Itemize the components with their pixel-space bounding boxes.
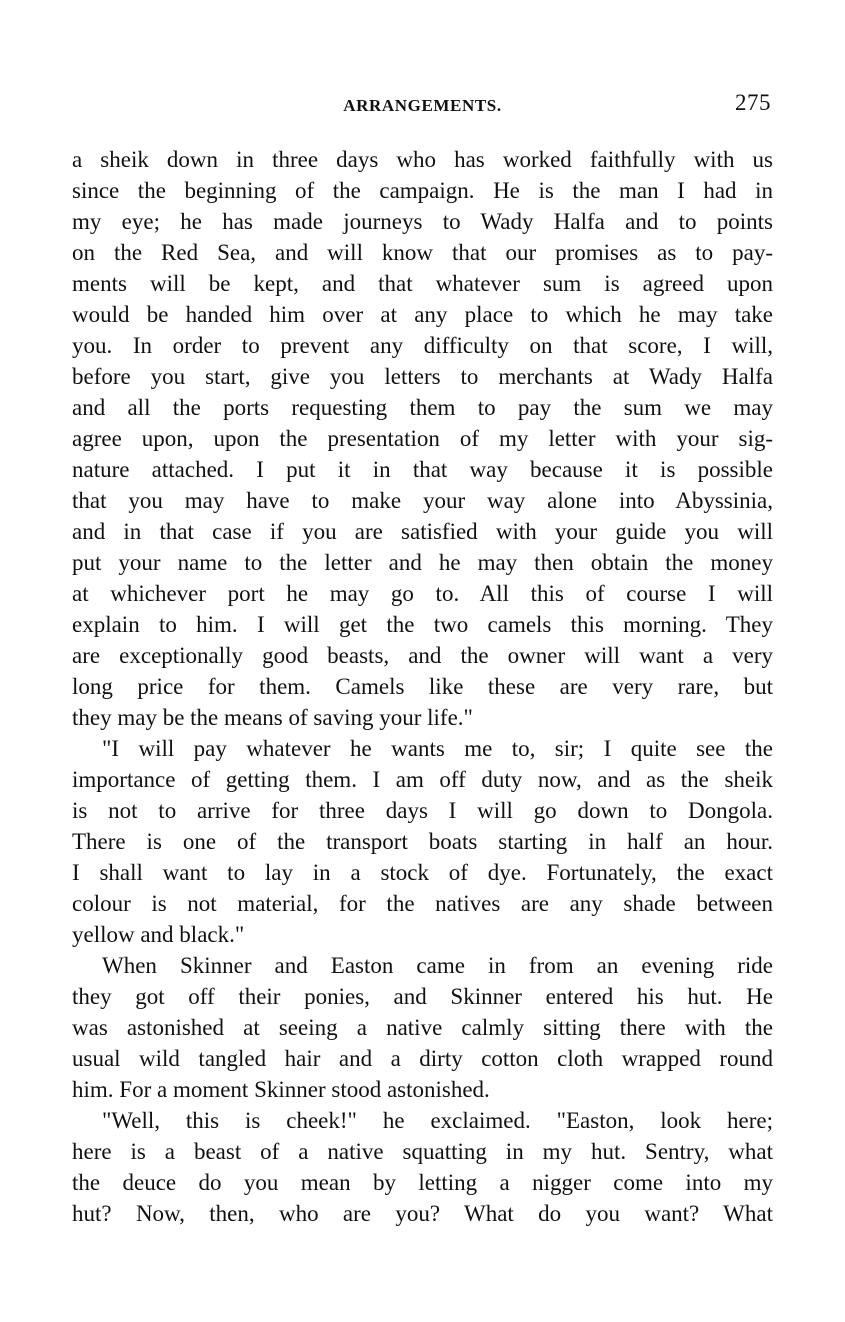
text-line: before you start, give you letters to merchants at Wady Halfa [72, 364, 773, 389]
text-line: the deuce do you mean by letting a nigger come into my [72, 1170, 773, 1195]
running-title: ARRANGEMENTS. [343, 96, 502, 115]
text-line: "Well, this is cheek!" he exclaimed. "Easton, look here; [102, 1108, 773, 1133]
text-line: my eye; he has made journeys to Wady Halfa and to points [72, 209, 773, 234]
text-line: hut? Now, then, who are you? What do you want? What [72, 1201, 773, 1226]
text-line: him. For a moment Skinner stood astonished. [72, 1077, 490, 1102]
text-line: and all the ports requesting them to pay the sum we may [72, 395, 773, 420]
text-line: importance of getting them. I am off duty now, and as the sheik [72, 767, 773, 792]
body-text [72, 144, 773, 1229]
text-line: they may be the means of saving your life." [72, 705, 473, 730]
text-line: at whichever port he may go to. All this of course I will [72, 581, 773, 606]
text-line: you. In order to prevent any difficulty on that score, I will, [72, 333, 773, 358]
text-line: colour is not material, for the natives are any shade between [72, 891, 773, 916]
text-line: explain to him. I will get the two camels this morning. They [72, 612, 773, 637]
running-head [72, 90, 773, 124]
text-line: nature attached. I put it in that way because it is possible [72, 457, 773, 482]
text-line: long price for them. Camels like these are very rare, but [72, 674, 773, 699]
text-line: I shall want to lay in a stock of dye. Fortunately, the exact [72, 860, 773, 885]
page-number: 275 [735, 90, 771, 115]
text-line: on the Red Sea, and will know that our promises as to pay- [72, 240, 773, 265]
text-line: was astonished at seeing a native calmly sitting there with the [72, 1015, 773, 1040]
text-line: would be handed him over at any place to which he may take [72, 302, 773, 327]
text-line: put your name to the letter and he may then obtain the money [72, 550, 773, 575]
text-line: here is a beast of a native squatting in my hut. Sentry, what [72, 1139, 773, 1164]
text-line: and in that case if you are satisfied with your guide you will [72, 519, 773, 544]
text-line: There is one of the transport boats starting in half an hour. [72, 829, 773, 854]
text-line: usual wild tangled hair and a dirty cotton cloth wrapped round [72, 1046, 773, 1071]
text-line: ments will be kept, and that whatever sum is agreed upon [72, 271, 773, 296]
text-line: since the beginning of the campaign. He is the man I had in [72, 178, 773, 203]
text-line: yellow and black." [72, 922, 245, 947]
text-line: "I will pay whatever he wants me to, sir; I quite see the [102, 736, 773, 761]
text-line: agree upon, upon the presentation of my letter with your sig- [72, 426, 773, 451]
text-line: is not to arrive for three days I will go down to Dongola. [72, 798, 773, 823]
text-line: When Skinner and Easton came in from an evening ride [102, 953, 773, 978]
text-line: are exceptionally good beasts, and the owner will want a very [72, 643, 773, 668]
text-line: they got off their ponies, and Skinner entered his hut. He [72, 984, 773, 1009]
text-line: that you may have to make your way alone into Abyssinia, [72, 488, 773, 513]
text-line: a sheik down in three days who has worked faithfully with us [72, 147, 773, 172]
